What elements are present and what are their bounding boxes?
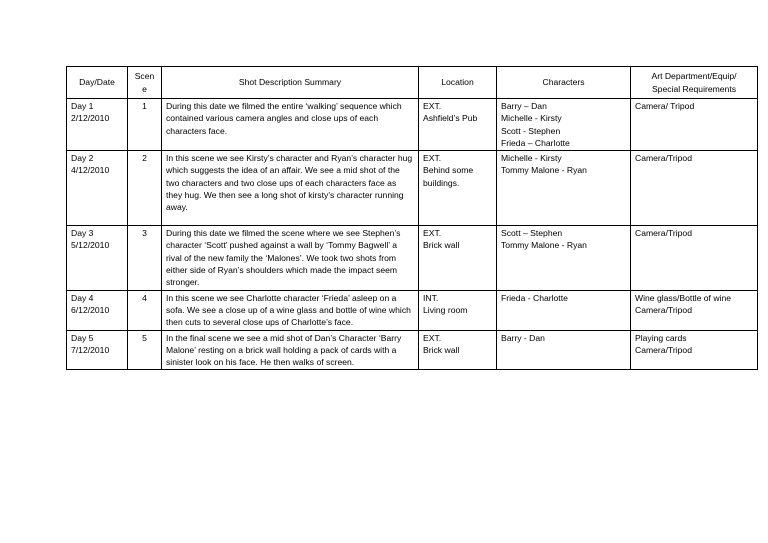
table-row [67, 330, 758, 370]
day-date-cell: Day 5 7/12/2010 [67, 330, 128, 370]
art-cell: Wine glass/Bottle of wine Camera/Tripod [631, 290, 758, 330]
characters-cell: Frieda - Charlotte [497, 290, 631, 330]
header-summary: Shot Description Summary [162, 67, 419, 99]
scene-cell: 4 [128, 290, 162, 330]
table-row [67, 226, 758, 290]
header-location: Location [419, 67, 497, 99]
scene-cell: 1 [128, 99, 162, 151]
summary-cell: During this date we filmed the scene where we see Stephen’s character ‘Scott’ pushed against a wall by ‘Tommy Bagwell’ a rival of the new family the ‘Malones’. We took two shots from either side of Ryan’s shoulders which made the impact seem stronger. [162, 226, 419, 290]
characters-cell: Michelle - Kirsty Tommy Malone - Ryan [497, 151, 631, 226]
day-date-cell: Day 3 5/12/2010 [67, 226, 128, 290]
table-row [67, 99, 758, 151]
table-row [67, 151, 758, 226]
shot-list-table [66, 66, 758, 370]
header-art-department: Art Department/Equip/ Special Requirements [631, 67, 758, 99]
characters-cell: Barry – Dan Michelle - Kirsty Scott - Stephen Frieda – Charlotte [497, 99, 631, 151]
scene-cell: 2 [128, 151, 162, 226]
summary-cell: In the final scene we see a mid shot of Dan’s Character ‘Barry Malone’ resting on a brick wall holding a pack of cards with a sinister look on his face. He then walks of screen. [162, 330, 419, 370]
summary-cell: In this scene we see Kirsty’s character and Ryan’s character hug which suggests the idea of an affair. We see a mid shot of the two characters and two close ups of each characters face as they hug. We then see a long shot of kirsty’s character running away. [162, 151, 419, 226]
header-row [67, 67, 758, 99]
art-cell: Camera/Tripod [631, 226, 758, 290]
header-scene: Scen e [128, 67, 162, 99]
art-cell: Camera/ Tripod [631, 99, 758, 151]
summary-cell: During this date we filmed the entire ‘walking’ sequence which contained various camera angles and close ups of each characters face. [162, 99, 419, 151]
scene-cell: 5 [128, 330, 162, 370]
day-date-cell: Day 4 6/12/2010 [67, 290, 128, 330]
header-day-date: Day/Date [67, 67, 128, 99]
location-cell: INT. Living room [419, 290, 497, 330]
day-date-cell: Day 2 4/12/2010 [67, 151, 128, 226]
location-cell: EXT. Ashfield’s Pub [419, 99, 497, 151]
art-cell: Camera/Tripod [631, 151, 758, 226]
scene-cell: 3 [128, 226, 162, 290]
characters-cell: Scott – Stephen Tommy Malone - Ryan [497, 226, 631, 290]
table-row [67, 290, 758, 330]
location-cell: EXT. Brick wall [419, 226, 497, 290]
location-cell: EXT. Brick wall [419, 330, 497, 370]
characters-cell: Barry - Dan [497, 330, 631, 370]
summary-cell: In this scene we see Charlotte character ‘Frieda’ asleep on a sofa. We see a close up of a wine glass and bottle of wine which then cuts to several close ups of Charlotte’s face. [162, 290, 419, 330]
header-characters: Characters [497, 67, 631, 99]
art-cell: Playing cards Camera/Tripod [631, 330, 758, 370]
day-date-cell: Day 1 2/12/2010 [67, 99, 128, 151]
location-cell: EXT. Behind some buildings. [419, 151, 497, 226]
